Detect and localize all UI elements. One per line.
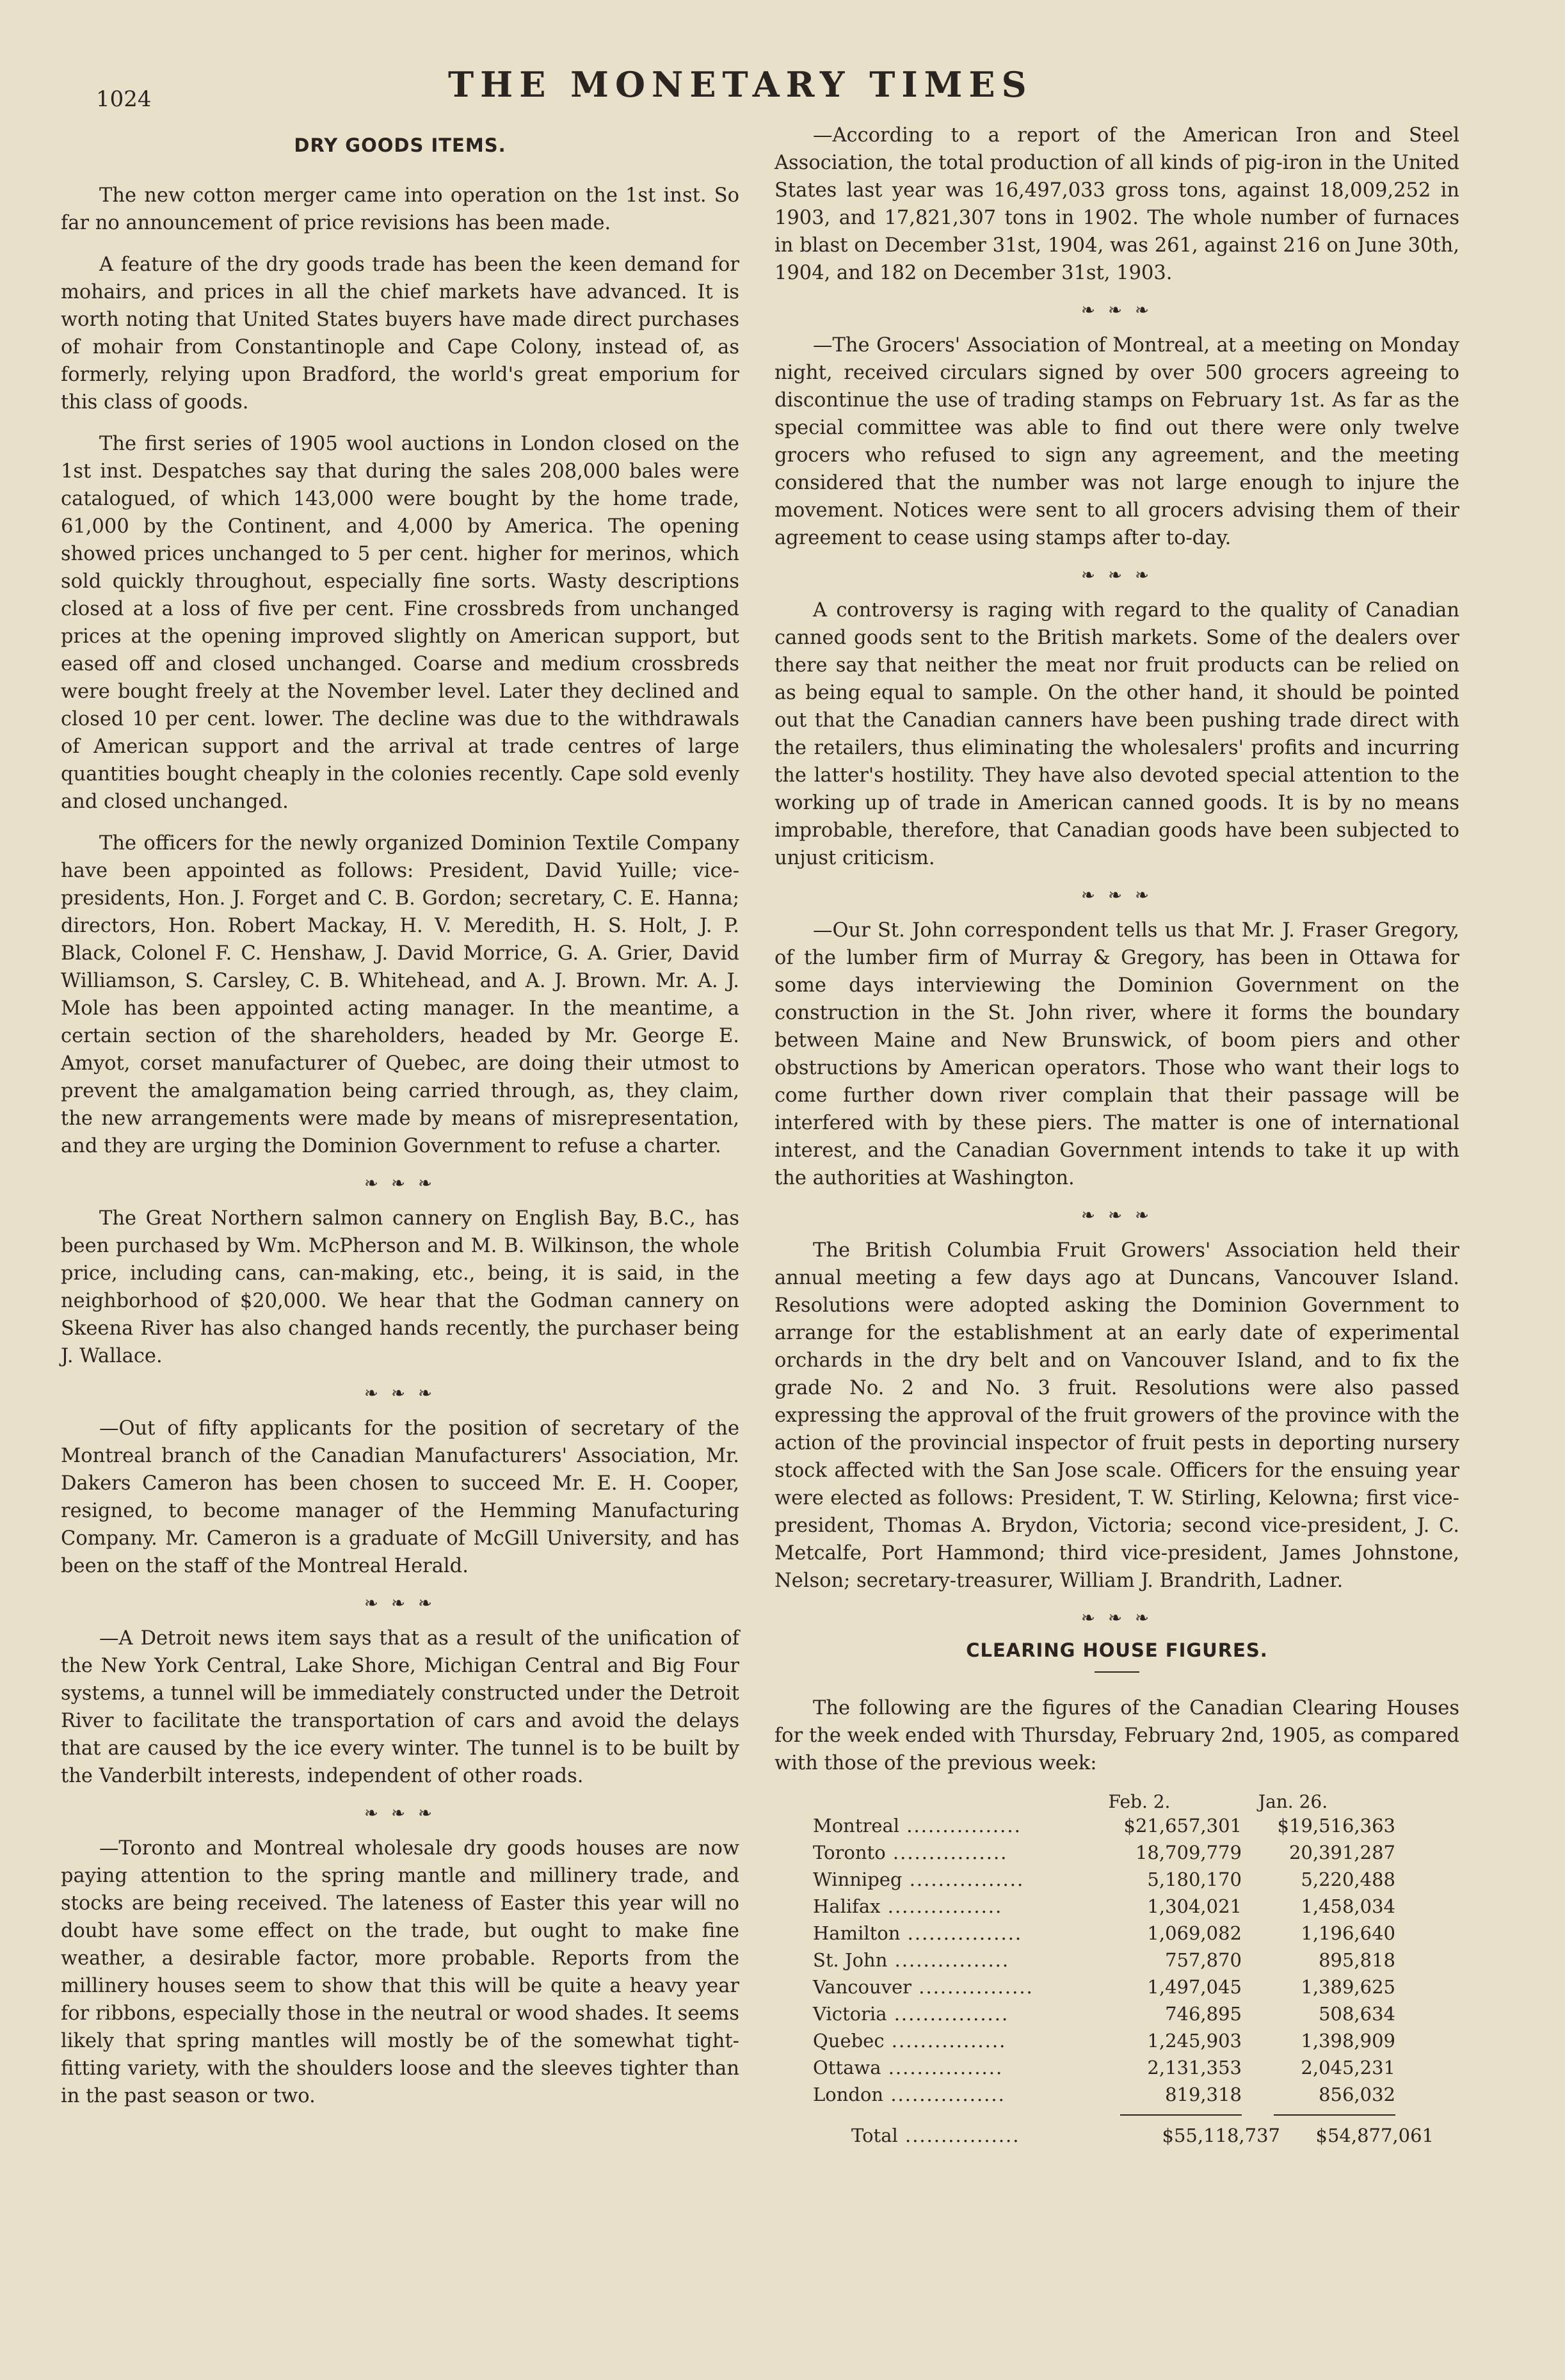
- feb2-value: 5,180,170: [1147, 1869, 1242, 1890]
- city-name: Hamilton .....: [813, 1920, 1101, 1947]
- jan26-value: 5,220,488: [1301, 1869, 1395, 1890]
- article-paragraph: —Toronto and Montreal wholesale dry goods houses are now paying attention to the spring mantle and millinery trade, and stocks are being received. The lateness of Easter this year will no doubt have some effect on the trade, but ought to make fine weather, a desirable factor, more probable. Reports from the millinery houses seem to show that this will be quite a heavy year for ribbons, especially those in the neutral or wood shades. It seems likely that spring mantles will mostly be of the somewhat tight-fitting variety, with the shoulders loose and the sleeves tighter than in the past season or two.: [61, 1837, 739, 2107]
- total-feb2: $55,118,737: [1162, 2125, 1280, 2146]
- article-paragraph: The officers for the newly organized Dominion Textile Company have been appointed as follows: President, David Yuille; vice-presidents, Hon. J. Forget and C. B. Gordon; secretary, C. E. Hanna; directors, Hon. Robert Mackay, H. V. Meredith, H. S. Holt, J. P. Black, Colonel F. C. Henshaw, J. David Morrice, G. A. Grier, David Williamson, S. Carsley, C. B. Whitehead, and A. J. Brown. Mr. A. J. Mole has been appointed acting manager. In the meantime, a certain section of the shareholders, headed by Mr. George E. Amyot, corset manufacturer of Quebec, are doing their utmost to prevent the amalgamation being carried through, as, they claim, the new arrangements were made by means of misrepresentation, and they are urging the Dominion Government to refuse a charter.: [61, 832, 739, 1157]
- table-row: [774, 2027, 1459, 2054]
- table-row: [774, 1812, 1459, 1839]
- table-row: [774, 1947, 1459, 1974]
- jan26-value: 1,389,625: [1301, 1976, 1395, 1998]
- column-header-jan26: Jan. 26.: [1258, 1791, 1328, 1812]
- clearing-intro: The following are the figures of the Canadian Clearing Houses for the week ended with Thursday, February 2nd, 1905, as compared with those of the previous week:: [774, 1697, 1459, 1774]
- section-ornament: ❧ ❧ ❧: [364, 1174, 436, 1193]
- section-heading: DRY GOODS ITEMS.: [294, 134, 506, 156]
- city-name: Vancouver .....: [813, 1974, 1101, 2000]
- heading-rule: [1095, 1671, 1139, 1673]
- jan26-value: 20,391,287: [1288, 1842, 1395, 1863]
- table-row: [774, 2000, 1459, 2027]
- feb2-value: 1,245,903: [1147, 2030, 1242, 2052]
- article-paragraph: —Out of fifty applicants for the position of secretary of the Montreal branch of the Canadian Manufacturers' Association, Mr. Dakers Cameron has been chosen to succeed Mr. E. H. Cooper, resigned, to become manager of the Hemming Manufacturing Company. Mr. Cameron is a graduate of McGill University, and has been on the staff of the Montreal Herald.: [61, 1417, 739, 1577]
- article-paragraph: A controversy is raging with regard to the quality of Canadian canned goods sent to the British markets. Some of the dealers over there say that neither the meat nor fruit products can be relied on as being equal to sample. On the other hand, it should be pointed out that the Canadian canners have been pushing trade direct with the retailers, thus eliminating the wholesalers' profits and incurring the latter's hostility. They have also devoted special attention to the working up of trade in American canned goods. It is by no means improbable, therefore, that Canadian goods have been subjected to unjust criticism.: [774, 599, 1459, 869]
- city-name: Winnipeg .....: [813, 1866, 1101, 1893]
- article-paragraph: The first series of 1905 wool auctions in London closed on the 1st inst. Despatches say that during the sales 208,000 bales were catalogued, of which 143,000 were bought by the home trade, 61,000 by the Continent, and 4,000 by America. The opening showed prices unchanged to 5 per cent. higher for merinos, which sold quickly throughout, especially fine sorts. Wasty descriptions closed at a loss of five per cent. Fine crossbreds from unchanged prices at the opening improved slightly on American support, but eased off and closed unchanged. Coarse and medium crossbreds were bought freely at the November level. Later they declined and closed 10 per cent. lower. The decline was due to the withdrawals of American support and the arrival at trade centres of large quantities bought cheaply in the colonies recently. Cape sold evenly and closed unchanged.: [61, 433, 739, 813]
- clearing-heading: CLEARING HOUSE FIGURES.: [966, 1639, 1268, 1661]
- left-column: [61, 134, 739, 2124]
- article-paragraph: The new cotton merger came into operation on the 1st inst. So far no announcement of price revisions has been made.: [61, 184, 739, 234]
- table-row: [774, 2081, 1459, 2108]
- feb2-value: 1,069,082: [1147, 1922, 1242, 1944]
- section-ornament: ❧ ❧ ❧: [1081, 301, 1153, 320]
- section-ornament: ❧ ❧ ❧: [364, 1384, 436, 1403]
- jan26-value: 856,032: [1319, 2084, 1395, 2105]
- city-name: Halifax .....: [813, 1893, 1101, 1920]
- feb2-value: 746,895: [1165, 2003, 1242, 2025]
- page-number: 1024: [96, 86, 152, 112]
- jan26-value: $19,516,363: [1277, 1815, 1395, 1837]
- article-paragraph: —The Grocers' Association of Montreal, at a meeting on Monday night, received circulars signed by over 500 grocers agreeing to discontinue the use of trading stamps on February 1st. As far as the special committee was able to find out there were only twelve grocers who refused to sign any agreement, and the meeting considered that the number was not large enough to injure the movement. Notices were sent to all grocers advising them of their agreement to cease using stamps after to-day.: [774, 334, 1459, 549]
- feb2-value: 1,304,021: [1147, 1895, 1242, 1917]
- section-ornament: ❧ ❧ ❧: [1081, 1206, 1153, 1225]
- table-row: [774, 1839, 1459, 1866]
- section-ornament: ❧ ❧ ❧: [364, 1804, 436, 1823]
- article-paragraph: —Our St. John correspondent tells us that Mr. J. Fraser Gregory, of the lumber firm of Murray & Gregory, has been in Ottawa for some days interviewing the Dominion Government on the construction in the St. John river, where it forms the boundary between Maine and New Brunswick, of boom piers and other obstructions by American operators. Those who want their logs to come further down river complain that their passage will be interfered with by these piers. The matter is one of international interest, and the Canadian Government intends to take it up with the authorities at Washington.: [774, 919, 1459, 1189]
- section-ornament: ❧ ❧ ❧: [1081, 1609, 1153, 1628]
- jan26-value: 895,818: [1319, 1949, 1395, 1971]
- table-row: [774, 2054, 1459, 2081]
- total-rule: [774, 2114, 1459, 2116]
- table-row: [774, 1920, 1459, 1947]
- feb2-value: 757,870: [1165, 1949, 1242, 1971]
- clearing-table-body: [774, 1812, 1459, 2108]
- city-name: Quebec .....: [813, 2027, 1101, 2054]
- jan26-value: 1,458,034: [1301, 1895, 1395, 1917]
- feb2-value: $21,657,301: [1123, 1815, 1242, 1837]
- article-paragraph: The British Columbia Fruit Growers' Association held their annual meeting a few days ago at Duncans, Vancouver Island. Resolutions were adopted asking the Dominion Government to arrange for the establishment at an early date of experimental orchards in the dry belt and on Vancouver Island, and to fix the grade No. 2 and No. 3 fruit. Resolutions were also passed expressing the approval of the fruit growers of the province with the action of the provincial inspector of fruit pests in deporting nursery stock affected with the San Jose scale. Officers for the ensuing year were elected as follows: President, T. W. Stirling, Kelowna; first vice-president, Thomas A. Brydon, Victoria; second vice-president, J. C. Metcalfe, Port Hammond; third vice-president, James Johnstone, Nelson; secretary-treasurer, William J. Brandrith, Ladner.: [774, 1239, 1459, 1592]
- section-ornament: ❧ ❧ ❧: [364, 1594, 436, 1613]
- table-row: [774, 1866, 1459, 1893]
- city-name: Victoria .....: [813, 2000, 1101, 2027]
- table-row: [774, 1974, 1459, 2000]
- section-ornament: ❧ ❧ ❧: [1081, 566, 1153, 585]
- clearing-table-header: [774, 1791, 1459, 1812]
- article-paragraph: —According to a report of the American Iron and Steel Association, the total production of all kinds of pig-iron in the United States last year was 16,497,033 gross tons, against 18,009,252 in 1903, and 17,821,307 tons in 1902. The whole number of furnaces in blast on December 31st, 1904, was 261, against 216 on June 30th, 1904, and 182 on December 31st, 1903.: [774, 124, 1459, 284]
- masthead: THE MONETARY TIMES: [448, 64, 1033, 105]
- article-paragraph: The Great Northern salmon cannery on English Bay, B.C., has been purchased by Wm. McPherson and M. B. Wilkinson, the whole price, including cans, can-making, etc., being, it is said, in the neighborhood of $20,000. We hear that the Godman cannery on Skeena River has also changed hands recently, the purchaser being J. Wallace.: [61, 1207, 739, 1367]
- feb2-value: 2,131,353: [1147, 2057, 1242, 2078]
- column-header-feb2: Feb. 2.: [1108, 1791, 1171, 1812]
- jan26-value: 1,398,909: [1301, 2030, 1395, 2052]
- article-paragraph: A feature of the dry goods trade has been the keen demand for mohairs, and prices in all the chief markets have advanced. It is worth noting that United States buyers have made direct purchases of mohair from Constantinople and Cape Colony, instead of, as formerly, relying upon Bradford, the world's great emporium for this class of goods.: [61, 253, 739, 414]
- city-name: Ottawa .....: [813, 2054, 1101, 2081]
- city-name: Toronto .....: [813, 1839, 1101, 1866]
- total-jan26: $54,877,061: [1315, 2125, 1434, 2146]
- right-column: [774, 122, 1459, 2149]
- table-row: [774, 1893, 1459, 1920]
- article-paragraph: —A Detroit news item says that as a result of the unification of the New York Central, Lake Shore, Michigan Central and Big Four systems, a tunnel will be immediately constructed under the Detroit River to facilitate the transportation of cars and avoid the delays that are caused by the ice every winter. The tunnel is to be built by the Vanderbilt interests, independent of other roads.: [61, 1627, 739, 1787]
- clearing-total-row: [774, 2122, 1459, 2149]
- total-label: Total .....: [851, 2122, 1139, 2149]
- city-name: Montreal .....: [813, 1812, 1101, 1839]
- feb2-value: 1,497,045: [1147, 1976, 1242, 1998]
- jan26-value: 508,634: [1319, 2003, 1395, 2025]
- city-name: London .....: [813, 2081, 1101, 2108]
- feb2-value: 18,709,779: [1135, 1842, 1242, 1863]
- feb2-value: 819,318: [1165, 2084, 1242, 2105]
- jan26-value: 1,196,640: [1301, 1922, 1395, 1944]
- section-ornament: ❧ ❧ ❧: [1081, 886, 1153, 905]
- jan26-value: 2,045,231: [1301, 2057, 1395, 2078]
- city-name: St. John .....: [813, 1947, 1101, 1974]
